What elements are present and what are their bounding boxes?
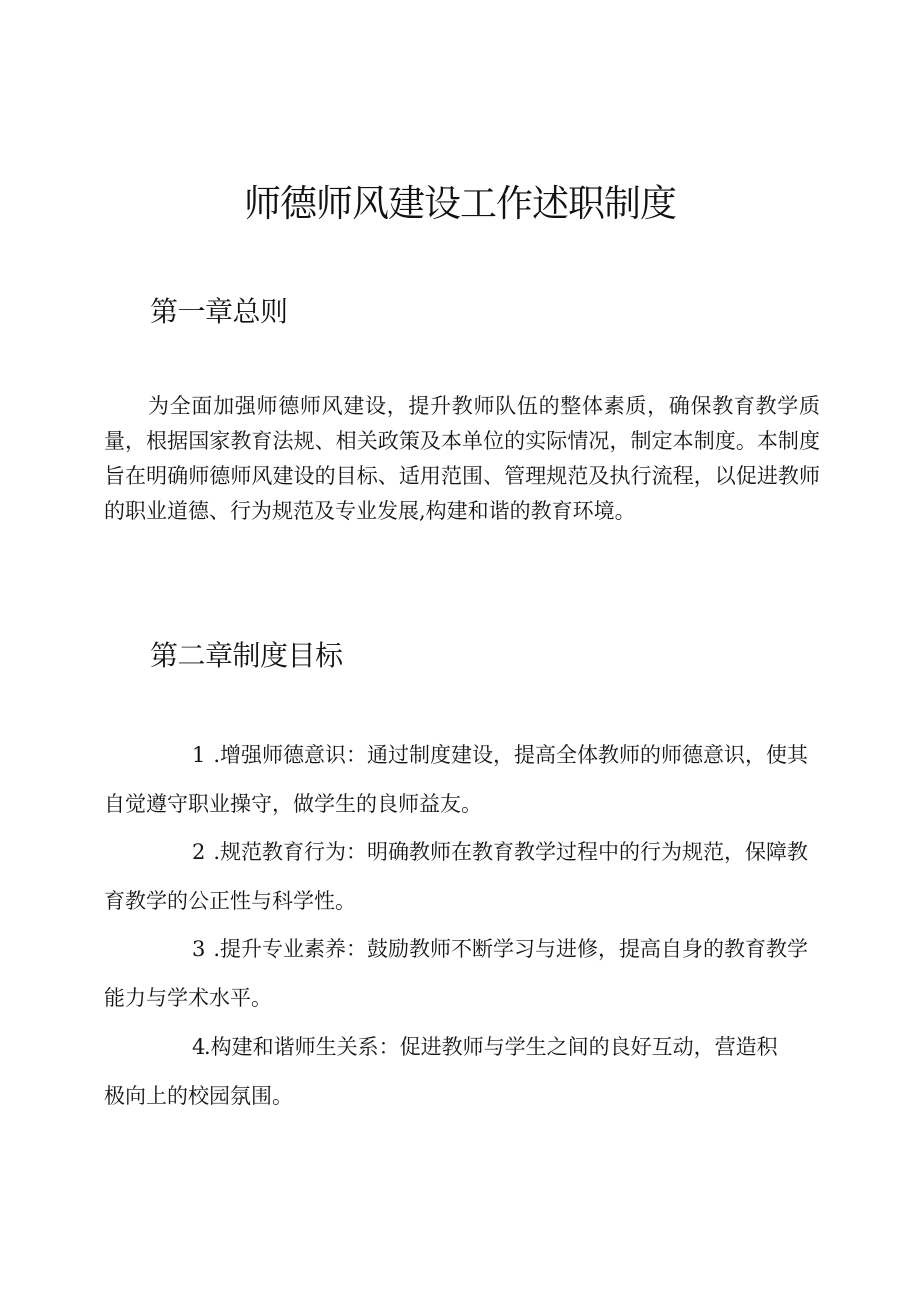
goal-item-text: .规范教育行为：明确教师在教育教学过程中的行为规范，保障教育教学的公正性与科学性。 xyxy=(104,840,809,913)
goal-item-4 xyxy=(104,1023,794,1121)
document-title: 师德师风建设工作述职制度 xyxy=(244,182,676,225)
goal-item-number: 3 xyxy=(192,937,206,961)
goal-item-2 xyxy=(104,828,820,926)
goal-item-number: 1 xyxy=(192,743,206,767)
chapter-1-paragraph: 为全面加强师德师风建设，提升教师队伍的整体素质，确保教育教学质量，根据国家教育法规、相关政策及本单位的实际情况，制定本制度。本制度旨在明确师德师风建设的目标、适用范围、管理规范及执行流程，以促进教师的职业道德、行为规范及专业发展,构建和谐的教育环境。 xyxy=(104,394,820,523)
goal-item-text: .增强师德意识：通过制度建设，提高全体教师的师德意识，使其自觉遵守职业操守，做学生的良师益友。 xyxy=(104,743,809,816)
goal-item-text: .提升专业素养：鼓励教师不断学习与进修，提高自身的教育教学能力与学术水平。 xyxy=(104,937,809,1010)
goal-item-text: .构建和谐师生关系：促进教师与学生之间的良好互动，营造积极向上的校园氛围。 xyxy=(104,1035,778,1108)
goal-item-number: 4 xyxy=(192,1035,206,1059)
goal-item-3 xyxy=(104,925,820,1023)
chapter-1-heading: 第一章总则 xyxy=(150,295,288,328)
goal-item-1 xyxy=(104,731,820,829)
goal-item-number: 2 xyxy=(192,840,206,864)
chapter-2-heading: 第二章制度目标 xyxy=(150,639,343,672)
